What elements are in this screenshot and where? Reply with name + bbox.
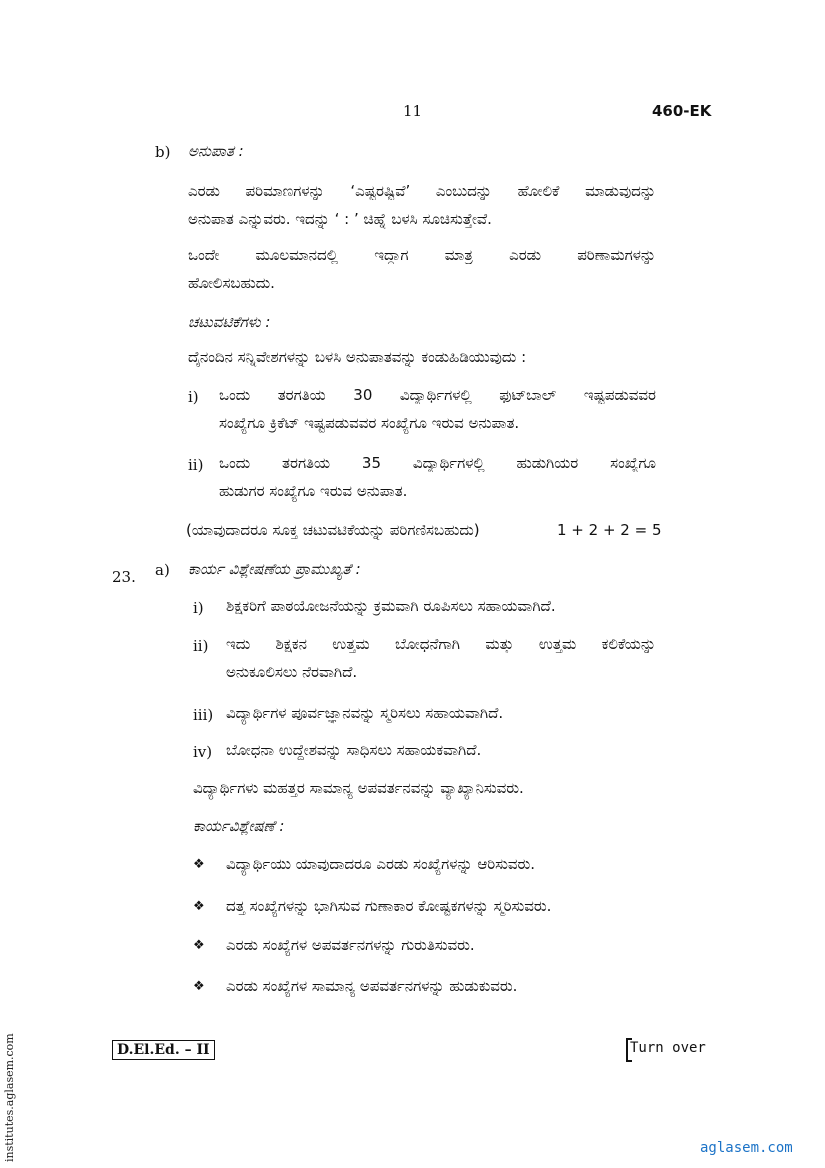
importance-item-text: ವಿದ್ಯಾರ್ಥಿಗಳ ಪೂರ್ವಜ್ಞಾನವನ್ನು ಸ್ಮರಿಸಲು ಸಹಾಯವಾಗಿದೆ. (226, 704, 504, 722)
question-number: 23. (112, 568, 136, 586)
para1-line2: ಅನುಪಾತ ಎನ್ನುವರು. ಇದನ್ನು ‘ : ’ ಚಿಹ್ನೆ ಬಳಸಿ ಸೂಚಿಸುತ್ತೇವೆ. (188, 210, 492, 228)
marks-allocation: 1 + 2 + 2 = 5 (557, 521, 662, 539)
section-b-marker: b) (155, 143, 171, 161)
activity-item-line2: ಸಂಖ್ಯೆಗೂ ಕ್ರಿಕೆಟ್ ಇಷ್ಟಪಡುವವರ ಸಂಖ್ಯೆಗೂ ಇರುವ ಅನುಪಾತ. (219, 414, 520, 432)
statement: ವಿದ್ಯಾರ್ಥಿಗಳು ಮಹತ್ತರ ಸಾಮಾನ್ಯ ಅಪವರ್ತನವನ್ನು ವ್ಯಾಖ್ಯಾನಿಸುವರು. (193, 779, 524, 797)
importance-item-text: ಶಿಕ್ಷಕರಿಗೆ ಪಾಠಯೋಜನೆಯನ್ನು ಕ್ರಮವಾಗಿ ರೂಪಿಸಲು ಸಹಾಯವಾಗಿದೆ. (226, 597, 556, 615)
importance-item-marker: ii) (193, 637, 209, 655)
analysis-bullet-text: ದತ್ತ ಸಂಖ್ಯೆಗಳನ್ನು ಭಾಗಿಸುವ ಗುಣಾಕಾರ ಕೋಷ್ಟಕಗಳನ್ನು ಸ್ಮರಿಸುವರು. (226, 897, 552, 915)
activity-item-line1: ಒಂದು ತರಗತಿಯ 35 ವಿದ್ಯಾರ್ಥಿಗಳಲ್ಲಿ ಹುಡುಗಿಯರ ಸಂಖ್ಯೆಗೂ (219, 454, 656, 472)
importance-item-marker: iv) (193, 743, 213, 761)
page-number: 11 (403, 102, 423, 120)
activities-intro: ದೈನಂದಿನ ಸನ್ನಿವೇಶಗಳನ್ನು ಬಳಸಿ ಅನುಪಾತವನ್ನು ಕಂಡುಹಿಡಿಯುವುದು : (188, 348, 527, 366)
para1-line1: ಎರಡು ಪರಿಮಾಣಗಳನ್ನು ‘ಎಷ್ಟರಷ್ಟಿವೆ’ ಎಂಬುದನ್ನು ಹೋಲಿಕೆ ಮಾಡುವುದನ್ನು (188, 182, 656, 200)
paper-code: 460-EK (652, 102, 712, 120)
importance-item-marker: i) (193, 599, 204, 617)
course-label: D.El.Ed. – II (112, 1040, 215, 1060)
importance-item-text: ಇದು ಶಿಕ್ಷಕನ ಉತ್ತಮ ಬೋಧನೆಗಾಗಿ ಮತ್ತು ಉತ್ತಮ ಕಲಿಕೆಯನ್ನು (226, 635, 656, 653)
task-analysis-title: ಕಾರ್ಯ ವಿಶ್ಲೇಷಣೆಯ ಪ್ರಾಮುಖ್ಯತೆ : (188, 560, 361, 578)
activity-item-line1: ಒಂದು ತರಗತಿಯ 30 ವಿದ್ಯಾರ್ಥಿಗಳಲ್ಲಿ ಫುಟ್‌ಬಾಲ್ ಇಷ್ಟಪಡುವವರ (219, 386, 656, 404)
diamond-bullet-icon: ❖ (193, 857, 205, 872)
side-watermark: institutes.aglasem.com (3, 1033, 16, 1162)
diamond-bullet-icon: ❖ (193, 899, 205, 914)
para2-line2: ಹೋಲಿಸಬಹುದು. (188, 274, 275, 292)
diamond-bullet-icon: ❖ (193, 938, 205, 953)
analysis-bullet-text: ವಿದ್ಯಾರ್ಥಿಯು ಯಾವುದಾದರೂ ಎರಡು ಸಂಖ್ಯೆಗಳನ್ನು ಆರಿಸುವರು. (226, 855, 536, 873)
section-b-title: ಅನುಪಾತ : (188, 142, 244, 160)
para2-line1: ಒಂದೇ ಮೂಲಮಾನದಲ್ಲಿ ಇದ್ದಾಗ ಮಾತ್ರ ಎರಡು ಪರಿಣಾಮಗಳನ್ನು (188, 246, 656, 264)
activity-item-marker: ii) (188, 456, 204, 474)
activities-note: (ಯಾವುದಾದರೂ ಸೂಕ್ತ ಚಟುವಟಿಕೆಯನ್ನು ಪರಿಗಣಿಸಬಹುದು) (186, 521, 480, 539)
analysis-title: ಕಾರ್ಯವಿಶ್ಲೇಷಣೆ : (193, 817, 285, 835)
importance-item-text: ಬೋಧನಾ ಉದ್ದೇಶವನ್ನು ಸಾಧಿಸಲು ಸಹಾಯಕವಾಗಿದೆ. (226, 741, 482, 759)
activities-title: ಚಟುವಟಿಕೆಗಳು : (188, 313, 271, 331)
question-part-marker: a) (155, 561, 170, 579)
importance-item-text-cont: ಅನುಕೂಲಿಸಲು ನೆರವಾಗಿದೆ. (226, 663, 358, 681)
brand-watermark[interactable]: aglasem.com (700, 1140, 793, 1156)
analysis-bullet-text: ಎರಡು ಸಂಖ್ಯೆಗಳ ಸಾಮಾನ್ಯ ಅಪವರ್ತನಗಳನ್ನು ಹುಡುಕುವರು. (226, 977, 518, 995)
turn-over-label: Turn over (630, 1040, 706, 1056)
activity-item-line2: ಹುಡುಗರ ಸಂಖ್ಯೆಗೂ ಇರುವ ಅನುಪಾತ. (219, 482, 408, 500)
activity-item-marker: i) (188, 388, 199, 406)
diamond-bullet-icon: ❖ (193, 979, 205, 994)
analysis-bullet-text: ಎರಡು ಸಂಖ್ಯೆಗಳ ಅಪವರ್ತನಗಳನ್ನು ಗುರುತಿಸುವರು. (226, 936, 475, 954)
importance-item-marker: iii) (193, 706, 214, 724)
